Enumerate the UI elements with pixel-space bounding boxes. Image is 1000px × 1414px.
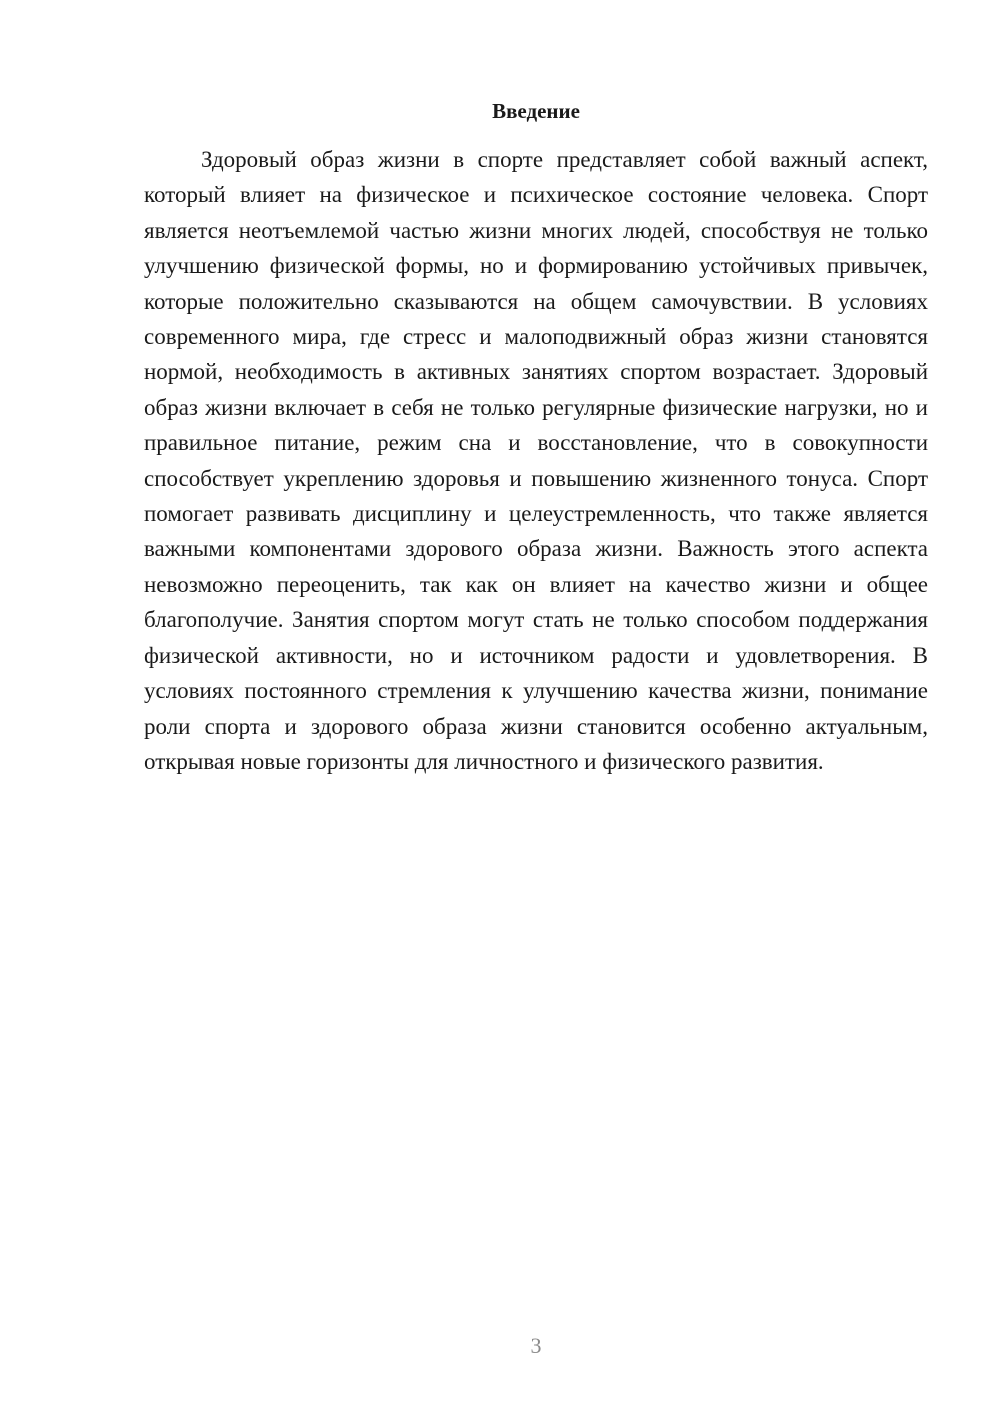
body-paragraph: Здоровый образ жизни в спорте представляет собой важный аспект, который влияет на физическое и психическое состояние человека. Спорт является неотъемлемой частью жизни многих людей, способствуя не только улучшению физической формы, но и формированию устойчивых привычек, которые положительно сказываются на общем самочувствии. В условиях современного мира, где стресс и малоподвижный образ жизни становятся нормой, необходимость в активных занятиях спортом возрастает. Здоровый образ жизни включает в себя не только регулярные физические нагрузки, но и правильное питание, режим сна и восстановление, что в совокупности способствует укреплению здоровья и повышению жизненного тонуса. Спорт помогает развивать дисциплину и целеустремленность, что также является важными компонентами здорового образа жизни. Важность этого аспекта невозможно переоценить, так как он влияет на качество жизни и общее благополучие. Занятия спортом могут стать не только способом поддержания физической активности, но и источником радости и удовлетворения. В условиях постоянного стремления к улучшению качества жизни, понимание роли спорта и здорового образа жизни становится особенно актуальным, открывая новые горизонты для личностного и физического развития. — [144, 147, 928, 774]
section-heading: Введение — [492, 99, 580, 123]
page-number: 3 — [530, 1333, 542, 1358]
